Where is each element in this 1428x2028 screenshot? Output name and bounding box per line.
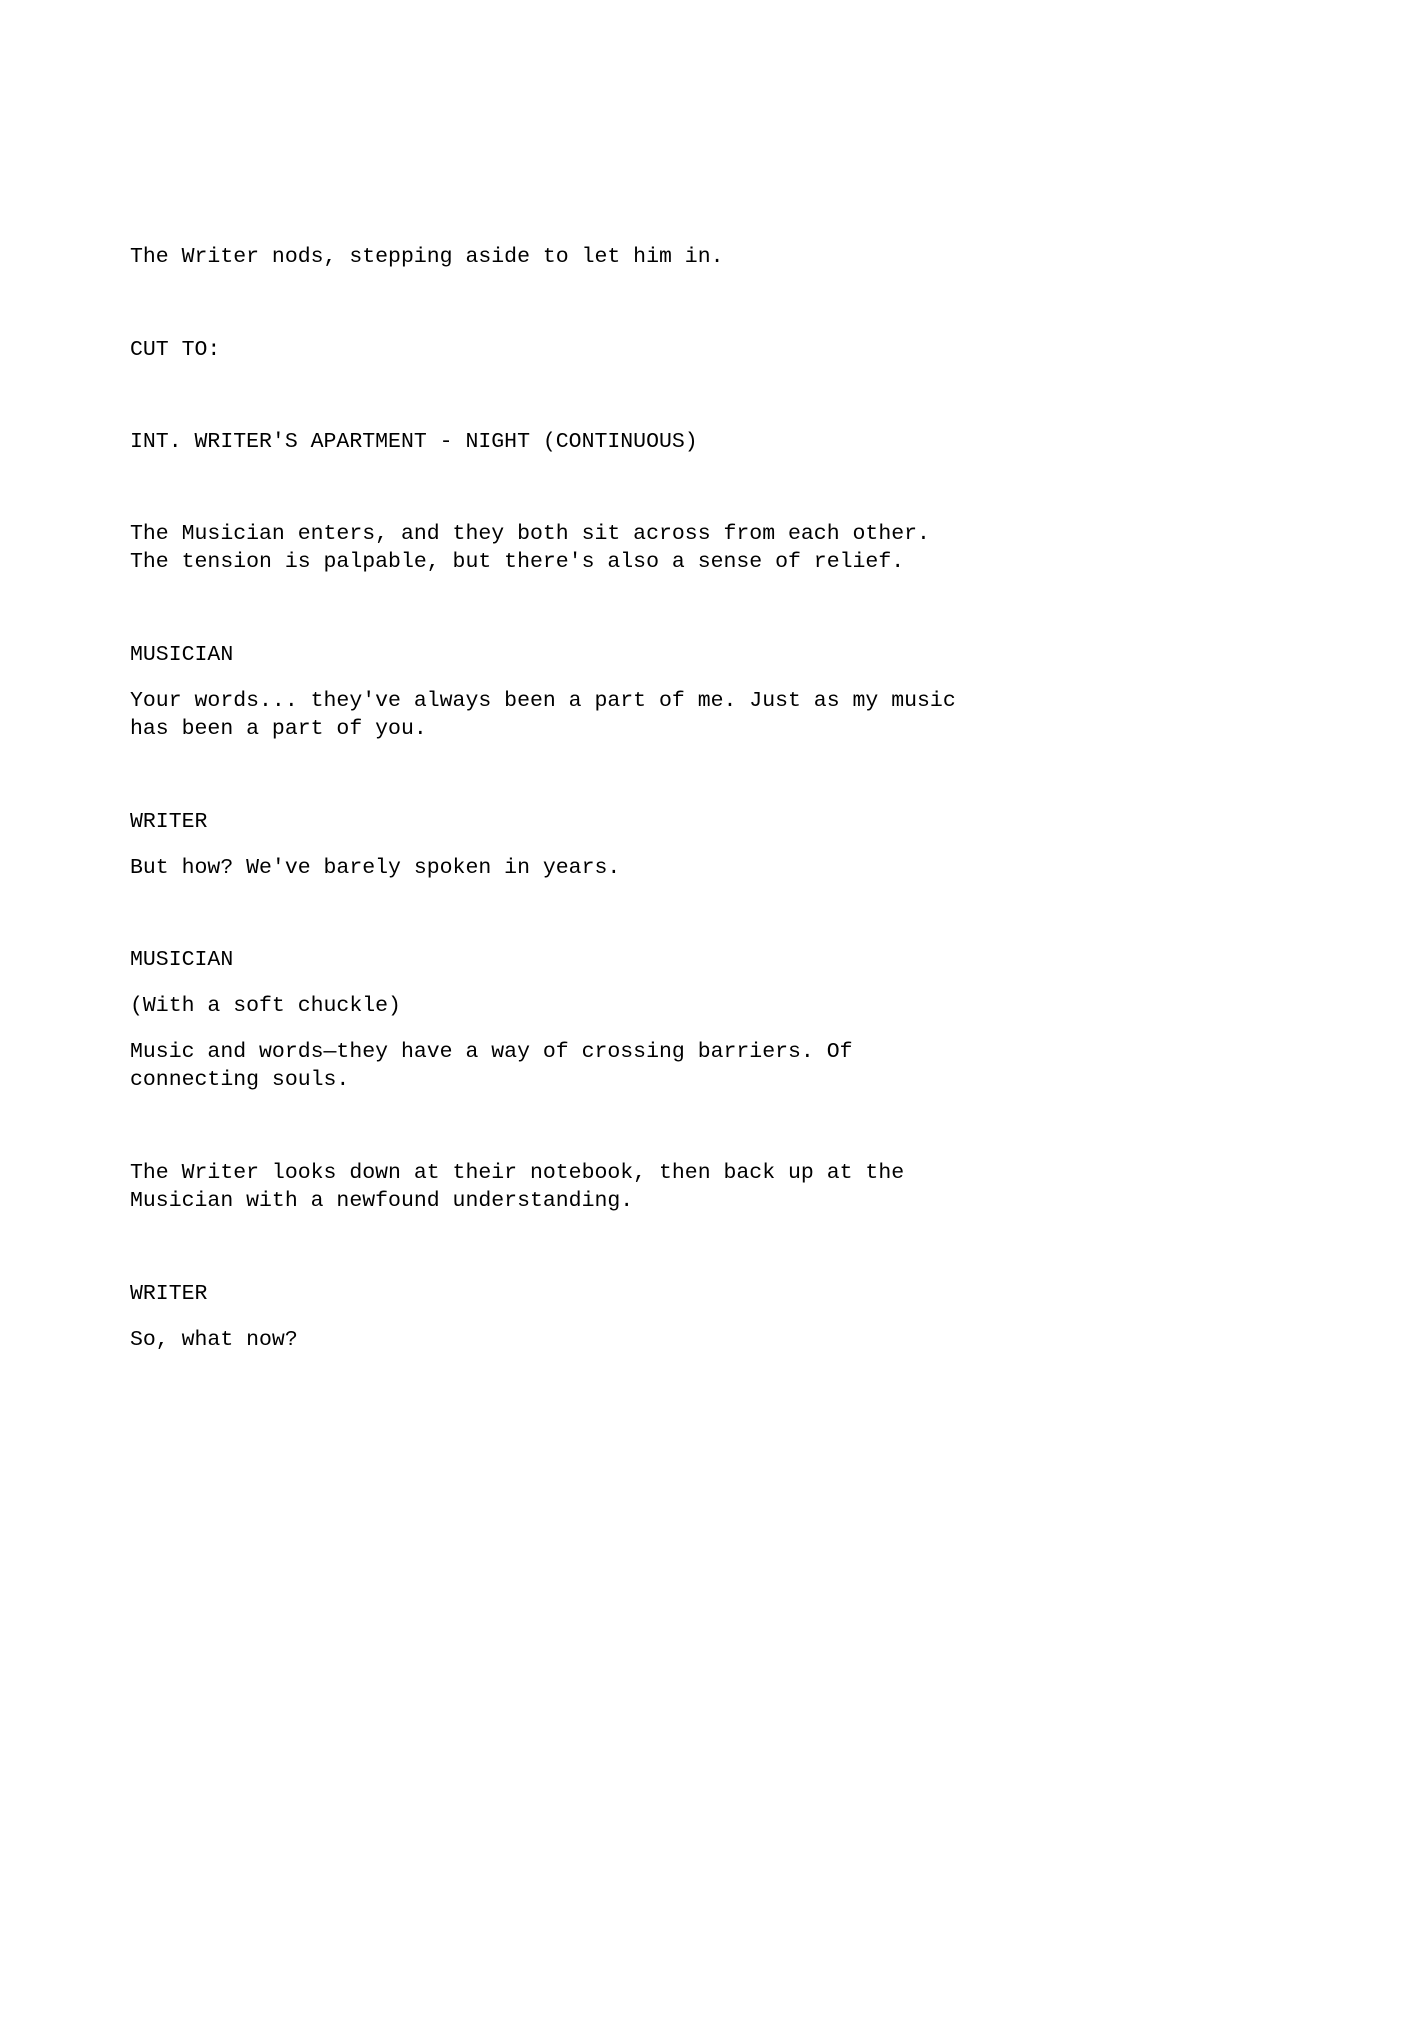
dialogue-line: Your words... they've always been a part of me. Just as my music [130,689,956,713]
action-line: The Writer looks down at their notebook, then back up at the [130,1161,905,1185]
action-line: The tension is palpable, but there's also a sense of relief. [130,550,905,574]
character-name: WRITER [130,810,208,834]
action-line: The Musician enters, and they both sit across from each other. [130,522,930,546]
dialogue-line: So, what now? [130,1328,298,1352]
character-name: MUSICIAN [130,948,234,972]
dialogue-line: Music and words—they have a way of crossing barriers. Of [130,1040,853,1064]
scene-heading: INT. WRITER'S APARTMENT - NIGHT (CONTINUOUS) [130,430,698,454]
character-name: WRITER [130,1282,208,1306]
character-name: MUSICIAN [130,643,234,667]
parenthetical: (With a soft chuckle) [130,994,401,1018]
action-line: Musician with a newfound understanding. [130,1189,634,1213]
action-line: The Writer nods, stepping aside to let him in. [130,245,724,269]
dialogue-line: But how? We've barely spoken in years. [130,856,621,880]
transition: CUT TO: [130,338,221,362]
dialogue-line: connecting souls. [130,1068,350,1092]
dialogue-line: has been a part of you. [130,717,427,741]
